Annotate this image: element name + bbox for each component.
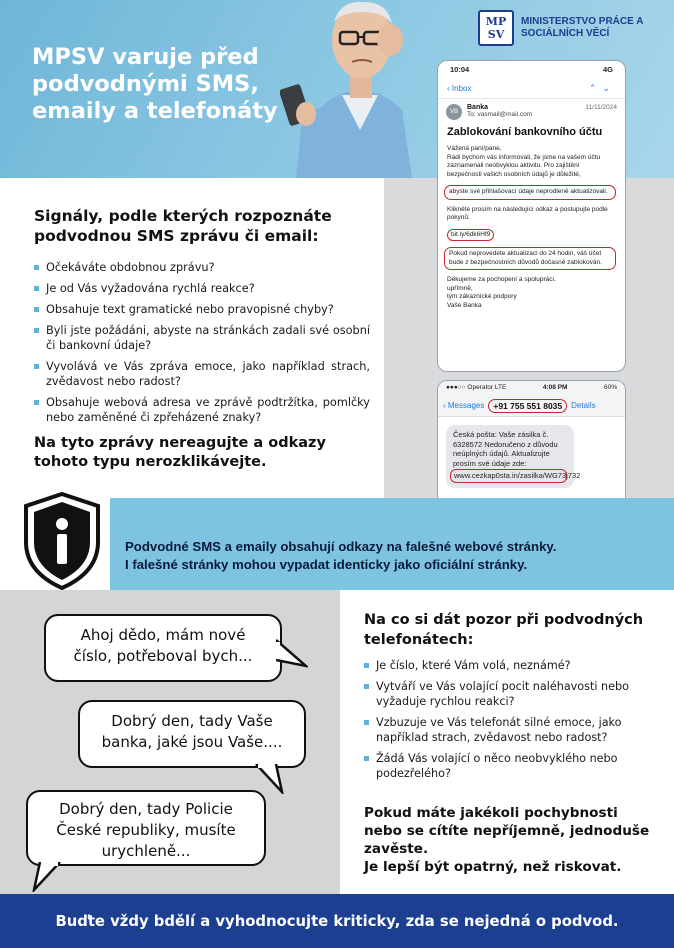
signals-warning: Na tyto zprávy nereagujte a odkazy tohoto typu nerozklikávejte.	[34, 435, 326, 470]
bubble-tail	[276, 636, 308, 672]
suspicious-link[interactable]: www.cezkap0sta.in/zasilka/WG73j732	[450, 469, 567, 483]
sms-message-bubble	[446, 425, 581, 488]
speech-bubble-police	[26, 790, 266, 866]
phone-calls-section	[340, 590, 674, 894]
status-bar	[438, 381, 625, 395]
sender-number: +91 755 551 8035	[488, 399, 567, 413]
advice-hang-up: Pokud máte jakékoli pochybnosti nebo se cítíte nepříjemně, jednoduše zavěste.	[364, 805, 650, 857]
email-closing	[447, 276, 616, 310]
greeting-text: Vážená paní/pane,	[447, 145, 502, 152]
list-item: Je číslo, které Vám volá, neznámé?	[364, 658, 654, 673]
band-line-1: Podvodné SMS a emaily obsahují odkazy na falešné webové stránky.	[125, 539, 557, 554]
closing-team: tým zákaznické podpory	[447, 293, 517, 300]
highlighted-request: abyste své přihlašovací údaje neprodleně aktualizovali.	[444, 185, 616, 200]
details-button[interactable]: Details	[571, 401, 596, 410]
calls-list	[364, 658, 654, 787]
list-item: Obsahuje text gramatické nebo pravopisné chyby?	[34, 302, 370, 317]
calls-advice	[364, 804, 654, 876]
email-body	[438, 141, 625, 310]
email-greeting	[447, 145, 616, 179]
list-item: Vzbuzuje ve Vás telefonát silné emoce, jako například strach, zvědavost nebo radost?	[364, 715, 654, 745]
list-item: Vyvolává ve Vás zpráva emoce, jako například strach, zvědavost nebo radost?	[34, 359, 370, 389]
status-time: 4:08 PM	[542, 384, 568, 391]
sms-signals-section	[0, 178, 384, 498]
status-bar	[438, 61, 625, 79]
sender-info	[467, 104, 585, 118]
status-battery: 60%	[603, 384, 617, 391]
ministry-name: MINISTERSTVO PRÁCE A SOCIÁLNÍCH VĚCÍ	[521, 16, 644, 39]
band-line-2: I falešné stránky mohou vypadat identicky jako oficiální stránky.	[125, 557, 528, 572]
sms-nav-bar	[438, 395, 625, 417]
list-item: Obsahuje webová adresa ve zprávě podtržítka, pomlčky nebo zaměněné či zpřeházené znaky?	[34, 395, 370, 425]
email-paragraph: Klikněte prosím na následující odkaz a postupujte podle pokynů:	[447, 205, 608, 221]
mpsv-logo-mark: MP SV	[478, 10, 514, 46]
advice-caution: Je lepší být opatrný, než riskovat.	[364, 859, 622, 875]
closing-bank: Vaše Banka	[447, 301, 482, 309]
footer-banner	[0, 894, 674, 948]
status-signal: 4G	[602, 65, 613, 74]
avatar: VB	[446, 104, 462, 120]
carrier-text: ●●●○○ Operator	[446, 384, 494, 391]
closing-sign: upřímně,	[447, 284, 473, 292]
highlighted-threat: Pokud neprovedete aktualizaci do 24 hodin, váš účet bude z bezpečnostních důvodů dočasně zablokován.	[444, 247, 616, 270]
email-phone-mockup	[437, 60, 626, 372]
mpsv-logo	[478, 10, 651, 46]
list-item: Byli jste požádáni, abyste na stránkách zadali své osobní či bankovní údaje?	[34, 323, 370, 353]
list-item: Je od Vás vyžadována rychlá reakce?	[34, 281, 370, 296]
speech-bubble-grandpa	[44, 614, 282, 682]
inbox-back-button[interactable]: ‹ Inbox	[447, 84, 472, 93]
bubble-text: Dobrý den, tady Policie České republiky, musíte urychleně...	[56, 800, 236, 860]
calls-title: Na co si dát pozor při podvodných telefonátech:	[364, 612, 644, 648]
footer-text: Buďte vždy bdělí a vyhodnocujte kriticky, zda se nejedná o podvod.	[55, 912, 619, 930]
signals-title: Signály, podle kterých rozpoznáte podvodnou SMS zprávu či email:	[34, 207, 332, 245]
page-title: MPSV varuje před podvodnými SMS, emaily a telefonáty	[32, 44, 278, 124]
closing-thanks: Děkujeme za pochopení a spolupráci.	[447, 276, 556, 283]
info-shield-icon	[20, 490, 104, 592]
email-paragraph: Rádi bychom vás informovali, že jsme na vašem účtu zaznamenali neobvyklou aktivitu. Pro zajištění bezpečnosti vašich osobních údajů je důležité,	[447, 153, 601, 178]
email-subject: Zablokování bankovního účtu	[447, 126, 603, 138]
email-date: 11/11/2024	[585, 104, 617, 111]
band-text	[125, 538, 665, 574]
status-carrier	[446, 384, 506, 395]
email-nav-bar	[438, 79, 625, 99]
messages-label: Messages	[447, 401, 485, 410]
sms-text: Česká pošta: Vaše zásilka č. 6328572 Nedoručeno z důvodu neúplných údajů. Aktualizujte prosím své údaje zde:	[453, 430, 558, 468]
speech-bubble-bank	[78, 700, 306, 768]
email-sender	[438, 99, 625, 124]
up-down-arrows-icon[interactable]: ⌃⌄	[588, 83, 616, 93]
status-time: 10:04	[450, 65, 470, 74]
list-item: Vytváří ve Vás volající pocit naléhavosti nebo vyžaduje rychlou reakci?	[364, 679, 654, 709]
messages-back-button[interactable]: ‹ Messages	[443, 401, 485, 410]
sender-to: To: vasmail@mail.com	[467, 111, 533, 118]
bubble-text: Ahoj dědo, mám nové číslo, potřeboval bych...	[73, 626, 253, 665]
list-item: Očekáváte obdobnou zprávu?	[34, 260, 370, 275]
bubble-tail	[30, 862, 64, 892]
network-text: LTE	[494, 384, 507, 391]
inbox-label: Inbox	[451, 84, 472, 93]
suspicious-link[interactable]: bit.ly/6dk6Hf9	[447, 229, 494, 242]
sender-name: Banka	[467, 104, 489, 111]
list-item: Žádá Vás volající o něco neobvyklého nebo podezřelého?	[364, 751, 654, 781]
bubble-text: Dobrý den, tady Vaše banka, jaké jsou Vaše....	[101, 712, 283, 751]
bubble-tail	[252, 764, 288, 794]
signals-list	[34, 260, 370, 431]
